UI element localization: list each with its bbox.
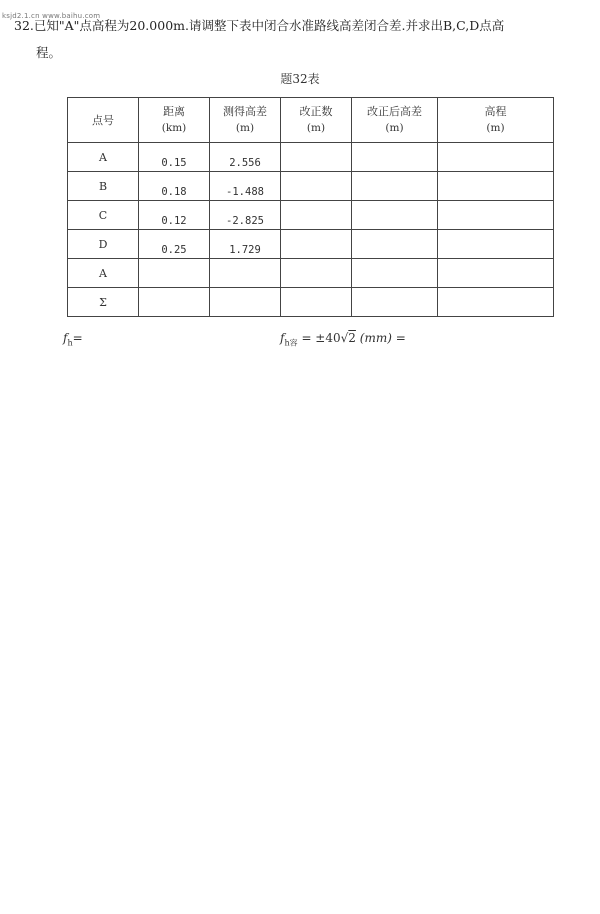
question-line-2: 程。: [36, 45, 62, 60]
table-row: [68, 172, 554, 201]
height-diff-cell: -2.825: [210, 201, 281, 230]
point-cell: B: [68, 172, 139, 201]
leveling-table: [67, 97, 554, 317]
point-cell: D: [68, 230, 139, 259]
distance-cell: [139, 259, 210, 288]
height-diff-cell: 1.729: [210, 230, 281, 259]
table-title: 题32表: [280, 72, 320, 86]
table-row-sum: [68, 288, 554, 317]
distance-cell: [139, 288, 210, 317]
point-cell: A: [68, 259, 139, 288]
watermark-text: ksjd2.1.cn www.baihu.com: [2, 12, 101, 20]
corrected-diff-cell: [352, 230, 438, 259]
elevation-cell: [438, 143, 554, 172]
distance-cell: 0.15: [139, 143, 210, 172]
correction-cell: [281, 172, 352, 201]
distance-cell: 0.12: [139, 201, 210, 230]
elevation-cell: [438, 230, 554, 259]
allowable-closure-formula: $f_{h容} = \pm 40√2$ (mm) =: [280, 331, 406, 348]
corrected-diff-cell: [352, 259, 438, 288]
table-row: [68, 259, 554, 288]
point-cell: C: [68, 201, 139, 230]
distance-cell: 0.18: [139, 172, 210, 201]
table-row: [68, 201, 554, 230]
header-measured-diff: 测得高差 (m): [210, 98, 281, 143]
correction-cell: [281, 201, 352, 230]
point-cell: A: [68, 143, 139, 172]
sum-cell: Σ: [68, 288, 139, 317]
distance-cell: 0.25: [139, 230, 210, 259]
elevation-cell: [438, 259, 554, 288]
question-line-1: 32.已知"A"点高程为20.000m.请调整下表中闭合水准路线高差闭合差.并求出B,C,D点高: [14, 18, 505, 33]
header-corrected-diff: 改正后高差 (m): [352, 98, 438, 143]
height-diff-cell: -1.488: [210, 172, 281, 201]
table-row: [68, 230, 554, 259]
correction-cell: [281, 143, 352, 172]
height-diff-cell: [210, 288, 281, 317]
header-point: 点号: [68, 98, 139, 143]
elevation-cell: [438, 288, 554, 317]
header-elevation: 高程 (m): [438, 98, 554, 143]
corrected-diff-cell: [352, 201, 438, 230]
header-correction: 改正数 (m): [281, 98, 352, 143]
correction-cell: [281, 288, 352, 317]
elevation-cell: [438, 201, 554, 230]
correction-cell: [281, 230, 352, 259]
corrected-diff-cell: [352, 288, 438, 317]
table-row: [68, 143, 554, 172]
correction-cell: [281, 259, 352, 288]
header-distance: 距离 (km): [139, 98, 210, 143]
corrected-diff-cell: [352, 172, 438, 201]
table-header-row: [68, 98, 554, 143]
height-diff-cell: 2.556: [210, 143, 281, 172]
height-diff-cell: [210, 259, 281, 288]
question-text: [14, 12, 589, 66]
closure-error-formula: $f_h=$: [63, 331, 83, 348]
elevation-cell: [438, 172, 554, 201]
corrected-diff-cell: [352, 143, 438, 172]
